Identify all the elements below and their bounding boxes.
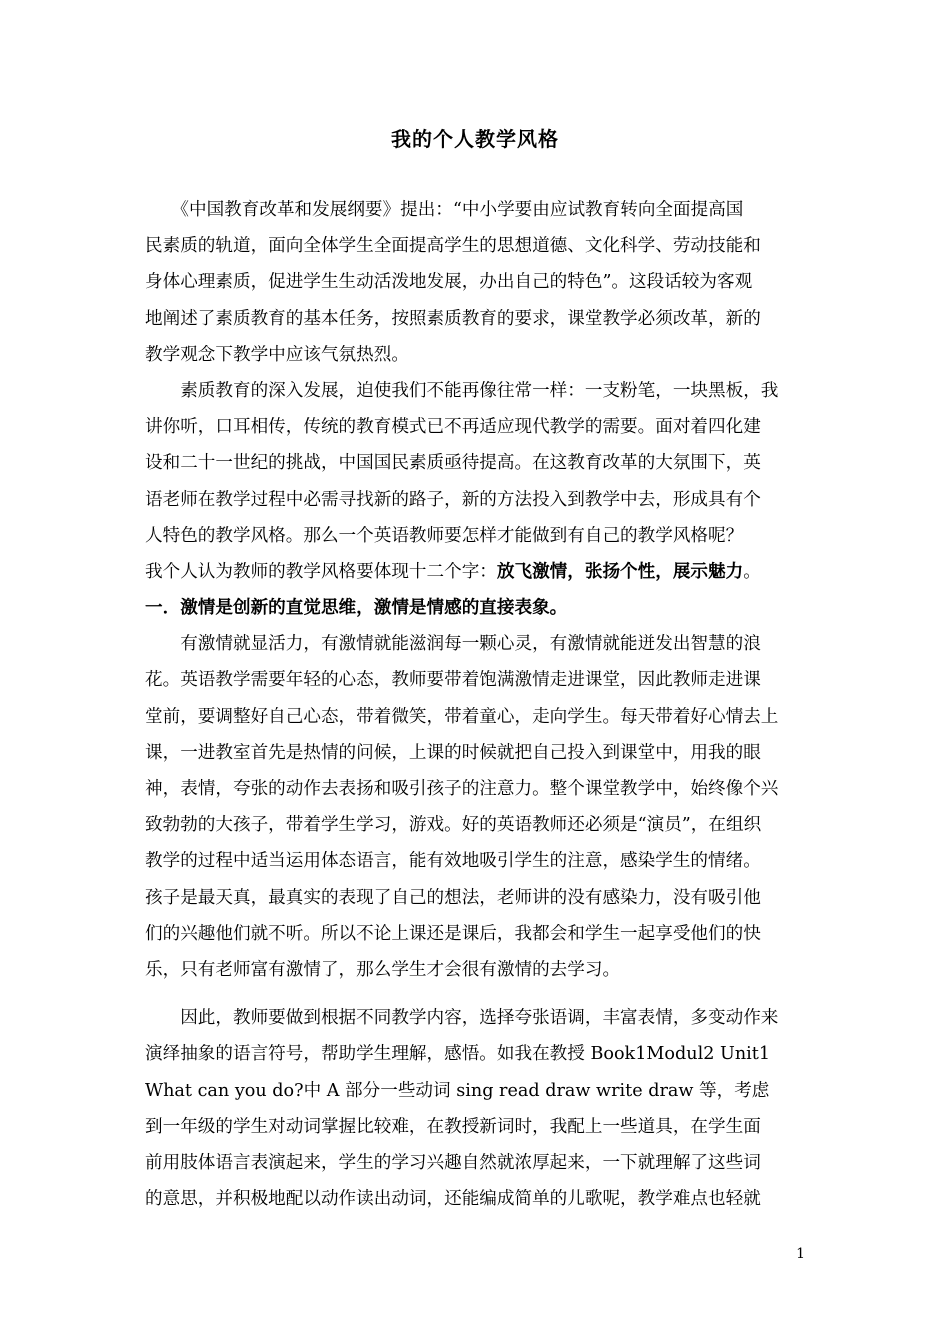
paragraph-line: 地阐述了素质教育的基本任务，按照素质教育的要求，课堂教学必须改革，新的 (145, 308, 761, 329)
section-heading: 一．激情是创新的直觉思维，激情是情感的直接表象。 (145, 597, 568, 619)
paragraph-line: 教学观念下教学中应该气氛热烈。 (145, 344, 409, 365)
paragraph-line: 因此，教师要做到根据不同教学内容，选择夸张语调，丰富表情，多变动作来 (145, 1008, 779, 1029)
paragraph-line: 乐，只有老师富有激情了，那么学生才会很有激情的去学习。 (145, 959, 621, 980)
paragraph-line: 有激情就显活力，有激情就能滋润每一颗心灵，有激情就能迸发出智慧的浪 (145, 634, 761, 655)
paragraph-line: 堂前，要调整好自己心态，带着微笑，带着童心，走向学生。每天带着好心情去上 (145, 706, 779, 727)
paragraph-line: 设和二十一世纪的挑战，中国国民素质亟待提高。在这教育改革的大氛围下，英 (145, 453, 761, 474)
paragraph-line: 孩子是最天真，最真实的表现了自己的想法，老师讲的没有感染力，没有吸引他 (145, 887, 761, 908)
paragraph-line: 神，表情，夸张的动作去表扬和吸引孩子的注意力。整个课堂教学中，始终像个兴 (145, 779, 779, 799)
paragraph-line-mixed (145, 554, 811, 590)
paragraph-line: 前用肢体语言表演起来，学生的学习兴趣自然就浓厚起来，一下就理解了这些词 (145, 1152, 761, 1173)
paragraph-line: What can you do?中 A 部分一些动词 sing read draw write draw 等，考虑 (145, 1080, 770, 1101)
paragraph-line: 致勃勃的大孩子，带着学生学习，游戏。好的英语教师还必须是“演员”，在组织 (145, 815, 762, 836)
document-body (145, 192, 811, 1217)
paragraph-line: 花。英语教学需要年轻的心态，教师要带着饱满激情走进课堂，因此教师走进课 (145, 670, 761, 691)
paragraph-gap (145, 988, 811, 1000)
paragraph-line: 民素质的轨道，面向全体学生全面提高学生的思想道德、文化科学、劳动技能和 (145, 236, 761, 257)
paragraph-line: 讲你听，口耳相传，传统的教育模式已不再适应现代教学的需要。面对着四化建 (145, 417, 761, 438)
paragraph-line: 演绎抽象的语言符号，帮助学生理解，感悟。如我在教授 Book1Modul2 Unit1 (145, 1044, 771, 1065)
paragraph-line: 教学的过程中适当运用体态语言，能有效地吸引学生的注意，感染学生的情绪。 (145, 851, 761, 872)
paragraph-line: 的意思，并积极地配以动作读出动词，还能编成简单的儿歌呢，教学难点也轻就 (145, 1189, 761, 1210)
document-title: 我的个人教学风格 (391, 127, 559, 151)
paragraph-line: 课，一进教室首先是热情的问候，上课的时候就把自己投入到课堂中，用我的眼 (145, 742, 761, 763)
emphasis-text: 放飞激情，张扬个性，展示魅力 (496, 560, 744, 582)
page-number: 1 (796, 1246, 805, 1262)
line-text: 。 (743, 561, 761, 582)
line-text: 我个人认为教师的教学风格要体现十二个字： (145, 561, 497, 582)
paragraph-line: 语老师在教学过程中必需寻找新的路子，新的方法投入到教学中去，形成具有个 (145, 489, 761, 510)
paragraph-line: 到一年级的学生对动词掌握比较难，在教授新词时，我配上一些道具，在学生面 (145, 1116, 761, 1137)
paragraph-line: 身体心理素质，促进学生生动活泼地发展，办出自己的特色”。这段话较为客观 (145, 272, 753, 293)
paragraph-line: 人特色的教学风格。那么一个英语教师要怎样才能做到有自己的教学风格呢？ (145, 525, 744, 546)
paragraph-line: 们的兴趣他们就不听。所以不论上课还是课后，我都会和学生一起享受他们的快 (145, 923, 761, 944)
paragraph-line: 素质教育的深入发展，迫使我们不能再像往常一样：一支粉笔，一块黑板，我 (145, 380, 779, 401)
paragraph-line: 《中国教育改革和发展纲要》提出：“中小学要由应试教育转向全面提高国 (145, 200, 744, 220)
